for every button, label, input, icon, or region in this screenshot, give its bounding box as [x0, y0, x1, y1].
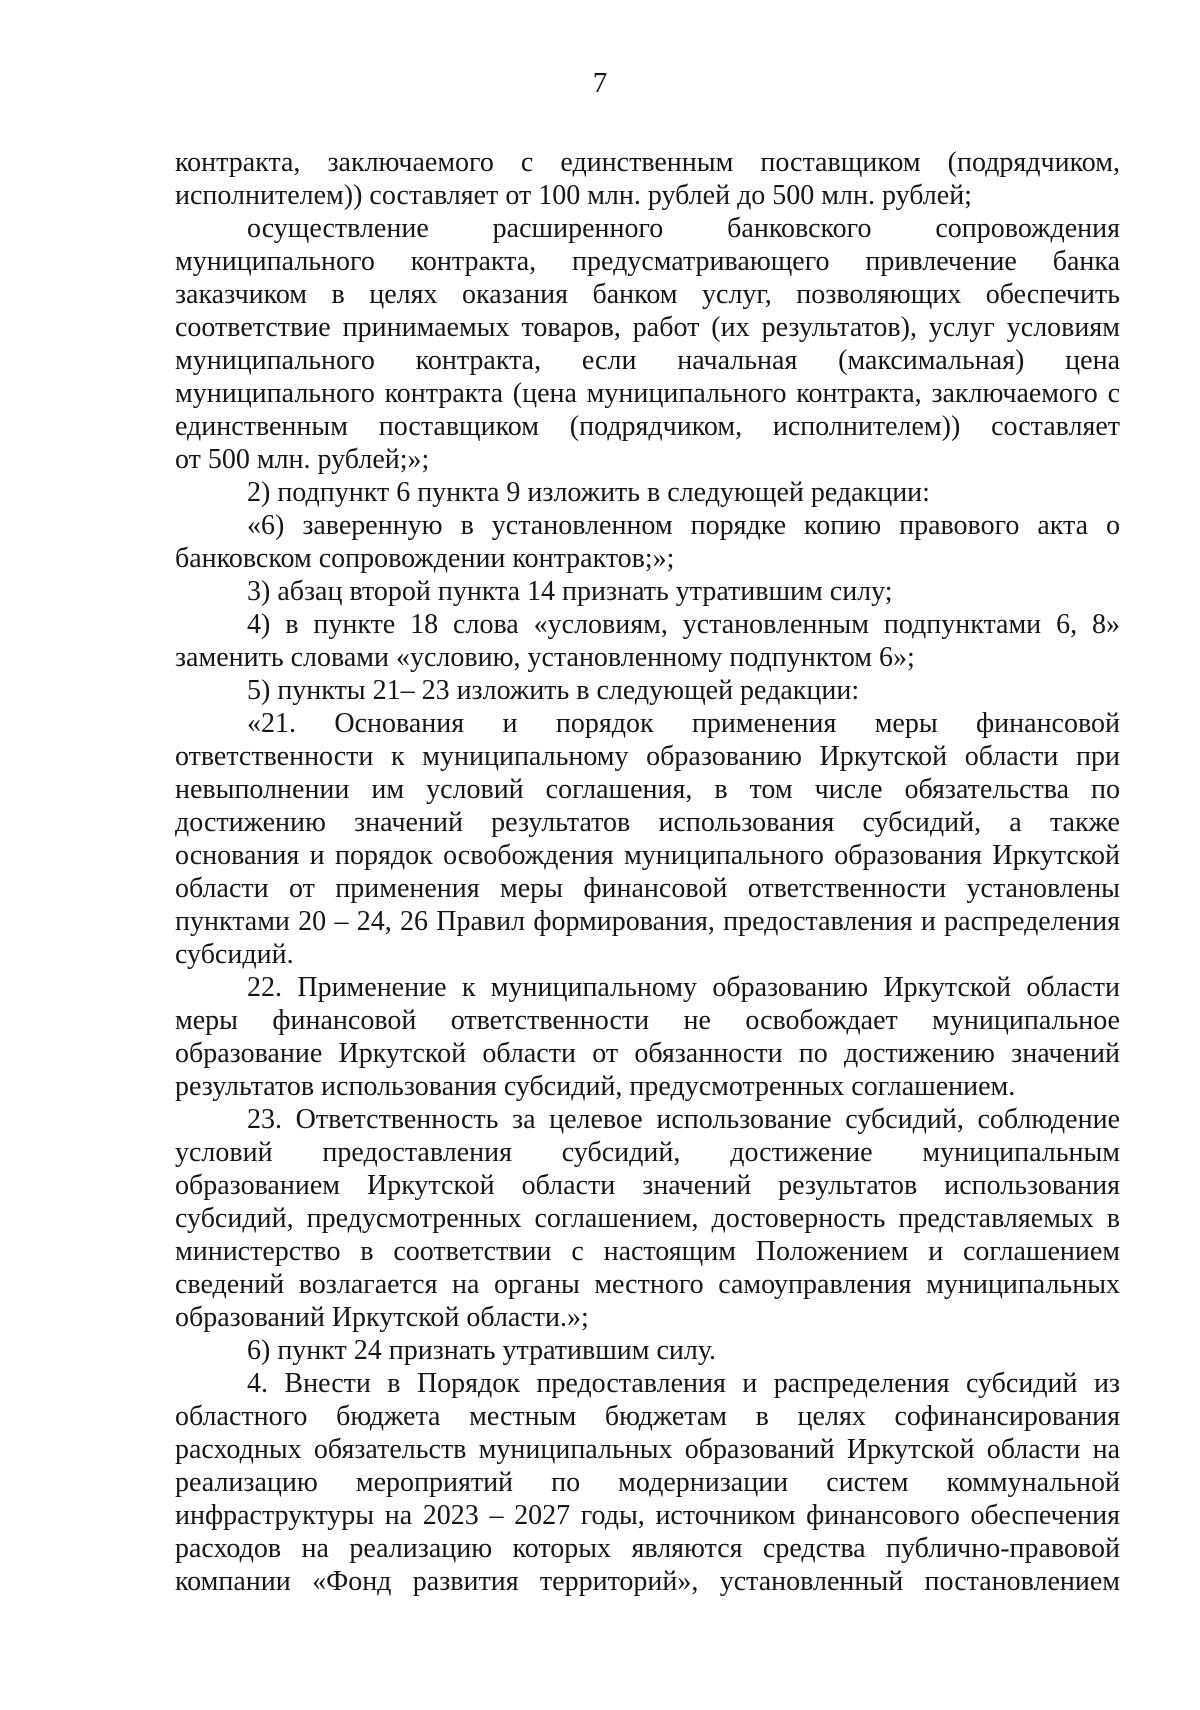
text-line: основания и порядок освобождения муниципального образования Иркутской [175, 840, 1120, 871]
text-line: контракта, заключаемого с единственным поставщиком (подрядчиком, [175, 147, 1120, 178]
text-line: муниципального контракта (цена муниципального контракта, заключаемого с [175, 378, 1120, 409]
text-line: заменить словами «условию, установленному подпунктом 6»; [175, 642, 915, 673]
text-line: осуществление расширенного банковского сопровождения [247, 213, 1120, 244]
text-line: инфраструктуры на 2023 – 2027 годы, источником финансового обеспечения [175, 1500, 1120, 1531]
text-line: сведений возлагается на органы местного самоуправления муниципальных [175, 1269, 1120, 1300]
text-line: образование Иркутской области от обязанности по достижению значений [175, 1038, 1120, 1069]
document-body [175, 146, 1120, 1598]
text-line: пунктами 20 – 24, 26 Правил формирования, предоставления и распределения [175, 906, 1120, 937]
text-line: меры финансовой ответственности не освобождает муниципальное [175, 1005, 1120, 1036]
text-line: 4. Внести в Порядок предоставления и распределения субсидий из [247, 1368, 1120, 1399]
text-line: министерство в соответствии с настоящим Положением и соглашением [175, 1236, 1120, 1267]
text-line: «6) заверенную в установленном порядке копию правового акта о [247, 510, 1120, 541]
text-line: банковском сопровождении контрактов;»; [175, 543, 675, 574]
text-line: областного бюджета местным бюджетам в целях софинансирования [175, 1401, 1120, 1432]
text-line: ответственности к муниципальному образованию Иркутской области при [175, 741, 1120, 772]
text-line: условий предоставления субсидий, достижение муниципальным [175, 1137, 1120, 1168]
text-line: 6) пункт 24 признать утратившим силу. [247, 1335, 717, 1366]
text-line: муниципального контракта, если начальная (максимальная) цена [175, 345, 1120, 376]
text-line: единственным поставщиком (подрядчиком, исполнителем)) составляет [175, 411, 1120, 442]
text-line: расходных обязательств муниципальных образований Иркутской области на [175, 1434, 1120, 1465]
text-line: от 500 млн. рублей;»; [175, 444, 430, 475]
text-line: 22. Применение к муниципальному образованию Иркутской области [247, 972, 1120, 1003]
text-line: муниципального контракта, предусматривающего привлечение банка [175, 246, 1120, 277]
text-line: компании «Фонд развития территорий», установленный постановлением [175, 1566, 1120, 1597]
text-line: расходов на реализацию которых являются средства публично-правовой [175, 1533, 1120, 1564]
text-line: 3) абзац второй пункта 14 признать утратившим силу; [247, 576, 893, 607]
text-line: 23. Ответственность за целевое использование субсидий, соблюдение [247, 1104, 1120, 1135]
text-line: невыполнении им условий соглашения, в том числе обязательства по [175, 774, 1120, 805]
text-line: 5) пункты 21– 23 изложить в следующей редакции: [247, 675, 860, 706]
text-line: заказчиком в целях оказания банком услуг, позволяющих обеспечить [175, 279, 1120, 310]
text-line: соответствие принимаемых товаров, работ (их результатов), услуг условиям [175, 312, 1120, 343]
page-number: 7 [592, 67, 608, 99]
text-line: достижению значений результатов использования субсидий, а также [175, 807, 1120, 838]
text-line: «21. Основания и порядок применения меры финансовой [247, 708, 1120, 739]
text-line: субсидий, предусмотренных соглашением, достоверность представляемых в [175, 1203, 1120, 1234]
text-line: исполнителем)) составляет от 100 млн. рублей до 500 млн. рублей; [175, 180, 972, 211]
text-line: результатов использования субсидий, предусмотренных соглашением. [175, 1071, 1016, 1102]
text-line: 2) подпункт 6 пункта 9 изложить в следующей редакции: [247, 477, 930, 508]
text-line: области от применения меры финансовой ответственности установлены [175, 873, 1120, 904]
text-line: 4) в пункте 18 слова «условиям, установленным подпунктами 6, 8» [247, 609, 1120, 640]
text-line: реализацию мероприятий по модернизации систем коммунальной [175, 1467, 1120, 1498]
text-line: образованием Иркутской области значений результатов использования [175, 1170, 1120, 1201]
text-line: образований Иркутской области.»; [175, 1302, 589, 1333]
text-line: субсидий. [175, 939, 294, 970]
